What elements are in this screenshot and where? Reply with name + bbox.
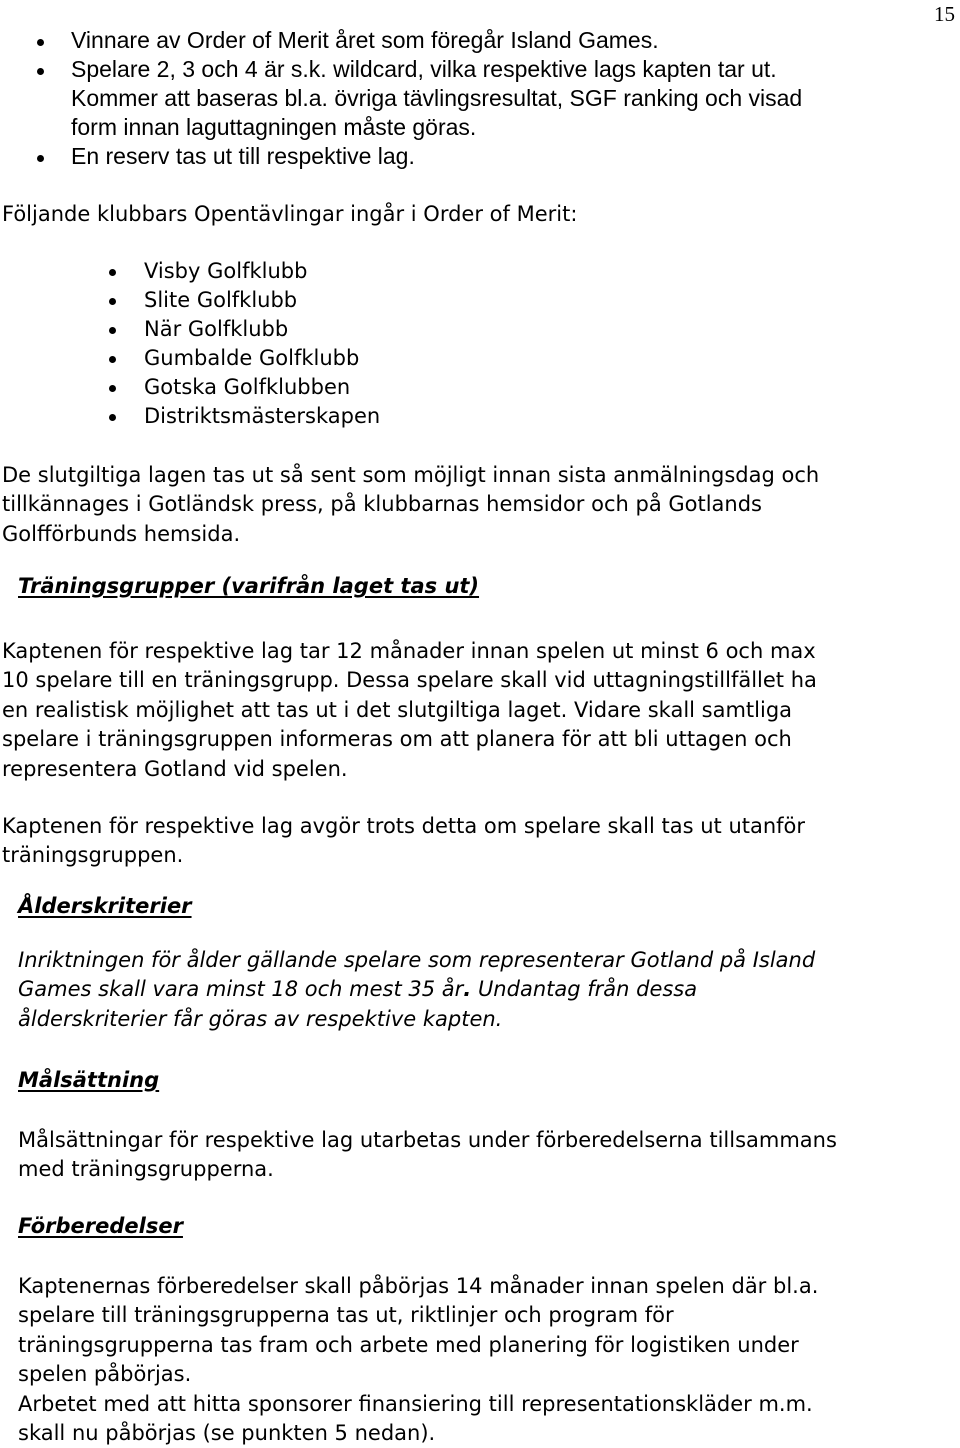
bullet-icon [37, 39, 44, 46]
bullet-icon [109, 298, 116, 305]
clubs-intro: Följande klubbars Opentävlingar ingår i Order of Merit: [2, 202, 578, 226]
final-team-paragraph: De slutgiltiga lagen tas ut så sent som möjligt innan sista anmälningsdag och tillkännages i Gotländsk press, på klubbarnas hemsidor och på Gotlands Golfförbunds hemsida. [2, 463, 820, 546]
training-heading: Träningsgrupper (varifrån laget tas ut) [18, 574, 480, 598]
bullet-icon [109, 269, 116, 276]
bullet-icon [37, 155, 44, 162]
club-item: Visby Golfklubb [144, 259, 308, 283]
bullet-icon [109, 414, 116, 421]
age-heading: Ålderskriterier [18, 894, 192, 918]
list-item: Spelare 2, 3 och 4 är s.k. wildcard, vilka respektive lags kapten tar ut. [71, 56, 777, 82]
list-item: Vinnare av Order of Merit året som föregår Island Games. [71, 27, 659, 53]
bullet-icon [109, 356, 116, 363]
club-item: När Golfklubb [144, 317, 289, 341]
club-item: Gotska Golfklubben [144, 375, 351, 399]
training-paragraph: Kaptenen för respektive lag tar 12 månader innan spelen ut minst 6 och max 10 spelare till en träningsgrupp. Dessa spelare skall vid uttagningstillfället ha en realistisk möjlighet att tas ut i det slutgiltiga laget. Vidare skall samtliga spelare i träningsgruppen informeras om att planera för att bli uttagen och representera Gotland vid spelen. [2, 639, 817, 781]
prep-paragraph: Kaptenernas förberedelser skall påbörjas 14 månader innan spelen där bl.a. spelare till träningsgrupperna tas ut, riktlinjer och program för träningsgrupperna tas fram och arbete med planering för logistiken under spelen påbörjas. Arbetet med att hitta sponsorer finansiering till representationskläder m.m. skall nu påbörjas (se punkten 5 nedan). [18, 1274, 819, 1446]
page-number: 15 [934, 2, 955, 26]
goal-heading: Målsättning [18, 1068, 160, 1092]
bullet-icon [109, 385, 116, 392]
bullet-icon [37, 68, 44, 75]
club-item: Distriktsmästerskapen [144, 404, 381, 428]
club-item: Slite Golfklubb [144, 288, 298, 312]
prep-heading: Förberedelser [18, 1214, 183, 1238]
list-item-continuation: Kommer att baseras bl.a. övriga tävlingsresultat, SGF ranking och visad [71, 85, 803, 111]
list-item-continuation: form innan laguttagningen måste göras. [71, 114, 477, 140]
goal-paragraph: Målsättningar för respektive lag utarbetas under förberedelserna tillsammans med träningsgrupperna. [18, 1128, 837, 1182]
club-item: Gumbalde Golfklubb [144, 346, 360, 370]
bullet-icon [109, 327, 116, 334]
list-item: En reserv tas ut till respektive lag. [71, 143, 415, 169]
age-paragraph: Inriktningen för ålder gällande spelare som representerar Gotland på Island Games skall vara minst 18 och mest 35 år. Undantag från dessa ålderskriterier får göras av respektive kapten. [18, 948, 816, 1031]
captain-paragraph: Kaptenen för respektive lag avgör trots detta om spelare skall tas ut utanför träningsgruppen. [2, 814, 806, 868]
